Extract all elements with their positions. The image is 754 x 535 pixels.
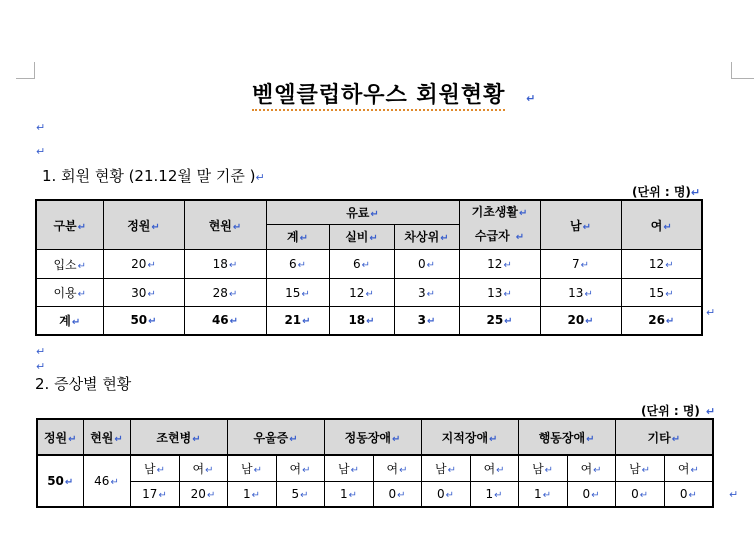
gender-label: 여↵ — [567, 455, 615, 481]
section1-heading-text: 1. 회원 현황 (21.12월 말 기준 ) — [42, 167, 256, 185]
cell: 3↵ — [394, 279, 459, 307]
header-category: 지적장애↵ — [421, 419, 518, 455]
header-gubun: 구분↵ — [36, 200, 103, 250]
gender-label: 여↵ — [470, 455, 518, 481]
header-jeongwon: 정원↵ — [37, 419, 83, 455]
table-row — [36, 279, 702, 307]
cell: 15↵ — [266, 279, 329, 307]
row-label: 계↵ — [36, 307, 103, 335]
header-category: 조현병↵ — [130, 419, 227, 455]
section2-unit — [641, 402, 715, 419]
gender-label: 여↵ — [276, 455, 324, 481]
cell: 13↵ — [540, 279, 621, 307]
cell: 46↵ — [184, 307, 266, 335]
header-hyeonwon: 현원↵ — [83, 419, 130, 455]
cell: 0↵ — [394, 250, 459, 279]
cell: 21↵ — [266, 307, 329, 335]
cell: 13↵ — [459, 279, 540, 307]
gender-label: 남↵ — [615, 455, 664, 481]
page-corner-mark-left — [16, 62, 35, 79]
cell: 1↵ — [324, 481, 373, 507]
cell: 3↵ — [394, 307, 459, 335]
cell: 12↵ — [329, 279, 394, 307]
paragraph-mark-icon: ↵ — [729, 488, 739, 501]
membership-table — [35, 199, 703, 336]
cell: 0↵ — [615, 481, 664, 507]
cell: 1↵ — [518, 481, 567, 507]
cell: 0↵ — [567, 481, 615, 507]
table-row — [36, 250, 702, 279]
cell: 0↵ — [373, 481, 421, 507]
gender-label: 남↵ — [227, 455, 276, 481]
value-row — [37, 481, 713, 507]
page-corner-mark-right — [731, 62, 754, 79]
cell: 1↵ — [227, 481, 276, 507]
section1-unit-text: (단위 : 명) — [632, 185, 691, 199]
paragraph-mark-icon: ↵ — [526, 92, 537, 105]
cell: 18↵ — [329, 307, 394, 335]
paragraph-mark-icon: ↵ — [255, 171, 265, 184]
cell: 12↵ — [459, 250, 540, 279]
cell: 20↵ — [103, 250, 184, 279]
document-title-text: 벧엘클럽하우스 회원현황 — [252, 83, 505, 111]
section2-heading-text: 2. 증상별 현황 — [35, 375, 132, 393]
header-chasangwi: 차상위↵ — [394, 224, 459, 249]
cell: 50↵ — [103, 307, 184, 335]
cell: 18↵ — [184, 250, 266, 279]
cell: 5↵ — [276, 481, 324, 507]
section1-unit — [632, 183, 700, 200]
symptom-table — [36, 418, 714, 508]
header-category: 기타↵ — [615, 419, 713, 455]
cell: 30↵ — [103, 279, 184, 307]
header-silbi: 실비↵ — [329, 224, 394, 249]
cell: 12↵ — [621, 250, 702, 279]
gender-row — [37, 455, 713, 481]
header-category: 정동장애↵ — [324, 419, 421, 455]
gender-label: 남↵ — [518, 455, 567, 481]
header-nam: 남↵ — [540, 200, 621, 250]
header-jeongwon: 정원↵ — [103, 200, 184, 250]
header-category: 우울증↵ — [227, 419, 324, 455]
document-title — [252, 78, 536, 109]
row-label: 입소↵ — [36, 250, 103, 279]
cell: 15↵ — [621, 279, 702, 307]
paragraph-mark-icon: ↵ — [36, 360, 46, 373]
header-gicho: 기초생활↵ 수급자 ↵ — [459, 200, 540, 250]
header-yuryo: 유료↵ — [266, 200, 459, 224]
paragraph-mark-icon: ↵ — [706, 306, 716, 319]
cell: 1↵ — [470, 481, 518, 507]
cell: 26↵ — [621, 307, 702, 335]
gender-label: 남↵ — [324, 455, 373, 481]
cell: 28↵ — [184, 279, 266, 307]
cell: 0↵ — [421, 481, 470, 507]
cell: 7↵ — [540, 250, 621, 279]
cell: 0↵ — [664, 481, 713, 507]
section2-unit-text: (단위 : 명) — [641, 404, 700, 418]
hyeonwon-value: 46↵ — [83, 455, 130, 507]
section2-heading — [35, 373, 131, 394]
gender-label: 남↵ — [130, 455, 179, 481]
cell: 17↵ — [130, 481, 179, 507]
header-yeo: 여↵ — [621, 200, 702, 250]
cell: 20↵ — [540, 307, 621, 335]
jeongwon-value: 50↵ — [37, 455, 83, 507]
gender-label: 여↵ — [179, 455, 227, 481]
row-label: 이용↵ — [36, 279, 103, 307]
gender-label: 여↵ — [664, 455, 713, 481]
paragraph-mark-icon: ↵ — [36, 145, 46, 158]
paragraph-mark-icon: ↵ — [36, 121, 46, 134]
gender-label: 여↵ — [373, 455, 421, 481]
section1-heading — [42, 165, 265, 186]
paragraph-mark-icon: ↵ — [36, 345, 46, 358]
gender-label: 남↵ — [421, 455, 470, 481]
cell: 25↵ — [459, 307, 540, 335]
paragraph-mark-icon: ↵ — [705, 405, 716, 418]
header-gye: 계↵ — [266, 224, 329, 249]
header-category: 행동장애↵ — [518, 419, 615, 455]
cell: 20↵ — [179, 481, 227, 507]
paragraph-mark-icon: ↵ — [690, 186, 701, 199]
table-total-row — [36, 307, 702, 335]
header-hyeonwon: 현원↵ — [184, 200, 266, 250]
cell: 6↵ — [266, 250, 329, 279]
cell: 6↵ — [329, 250, 394, 279]
